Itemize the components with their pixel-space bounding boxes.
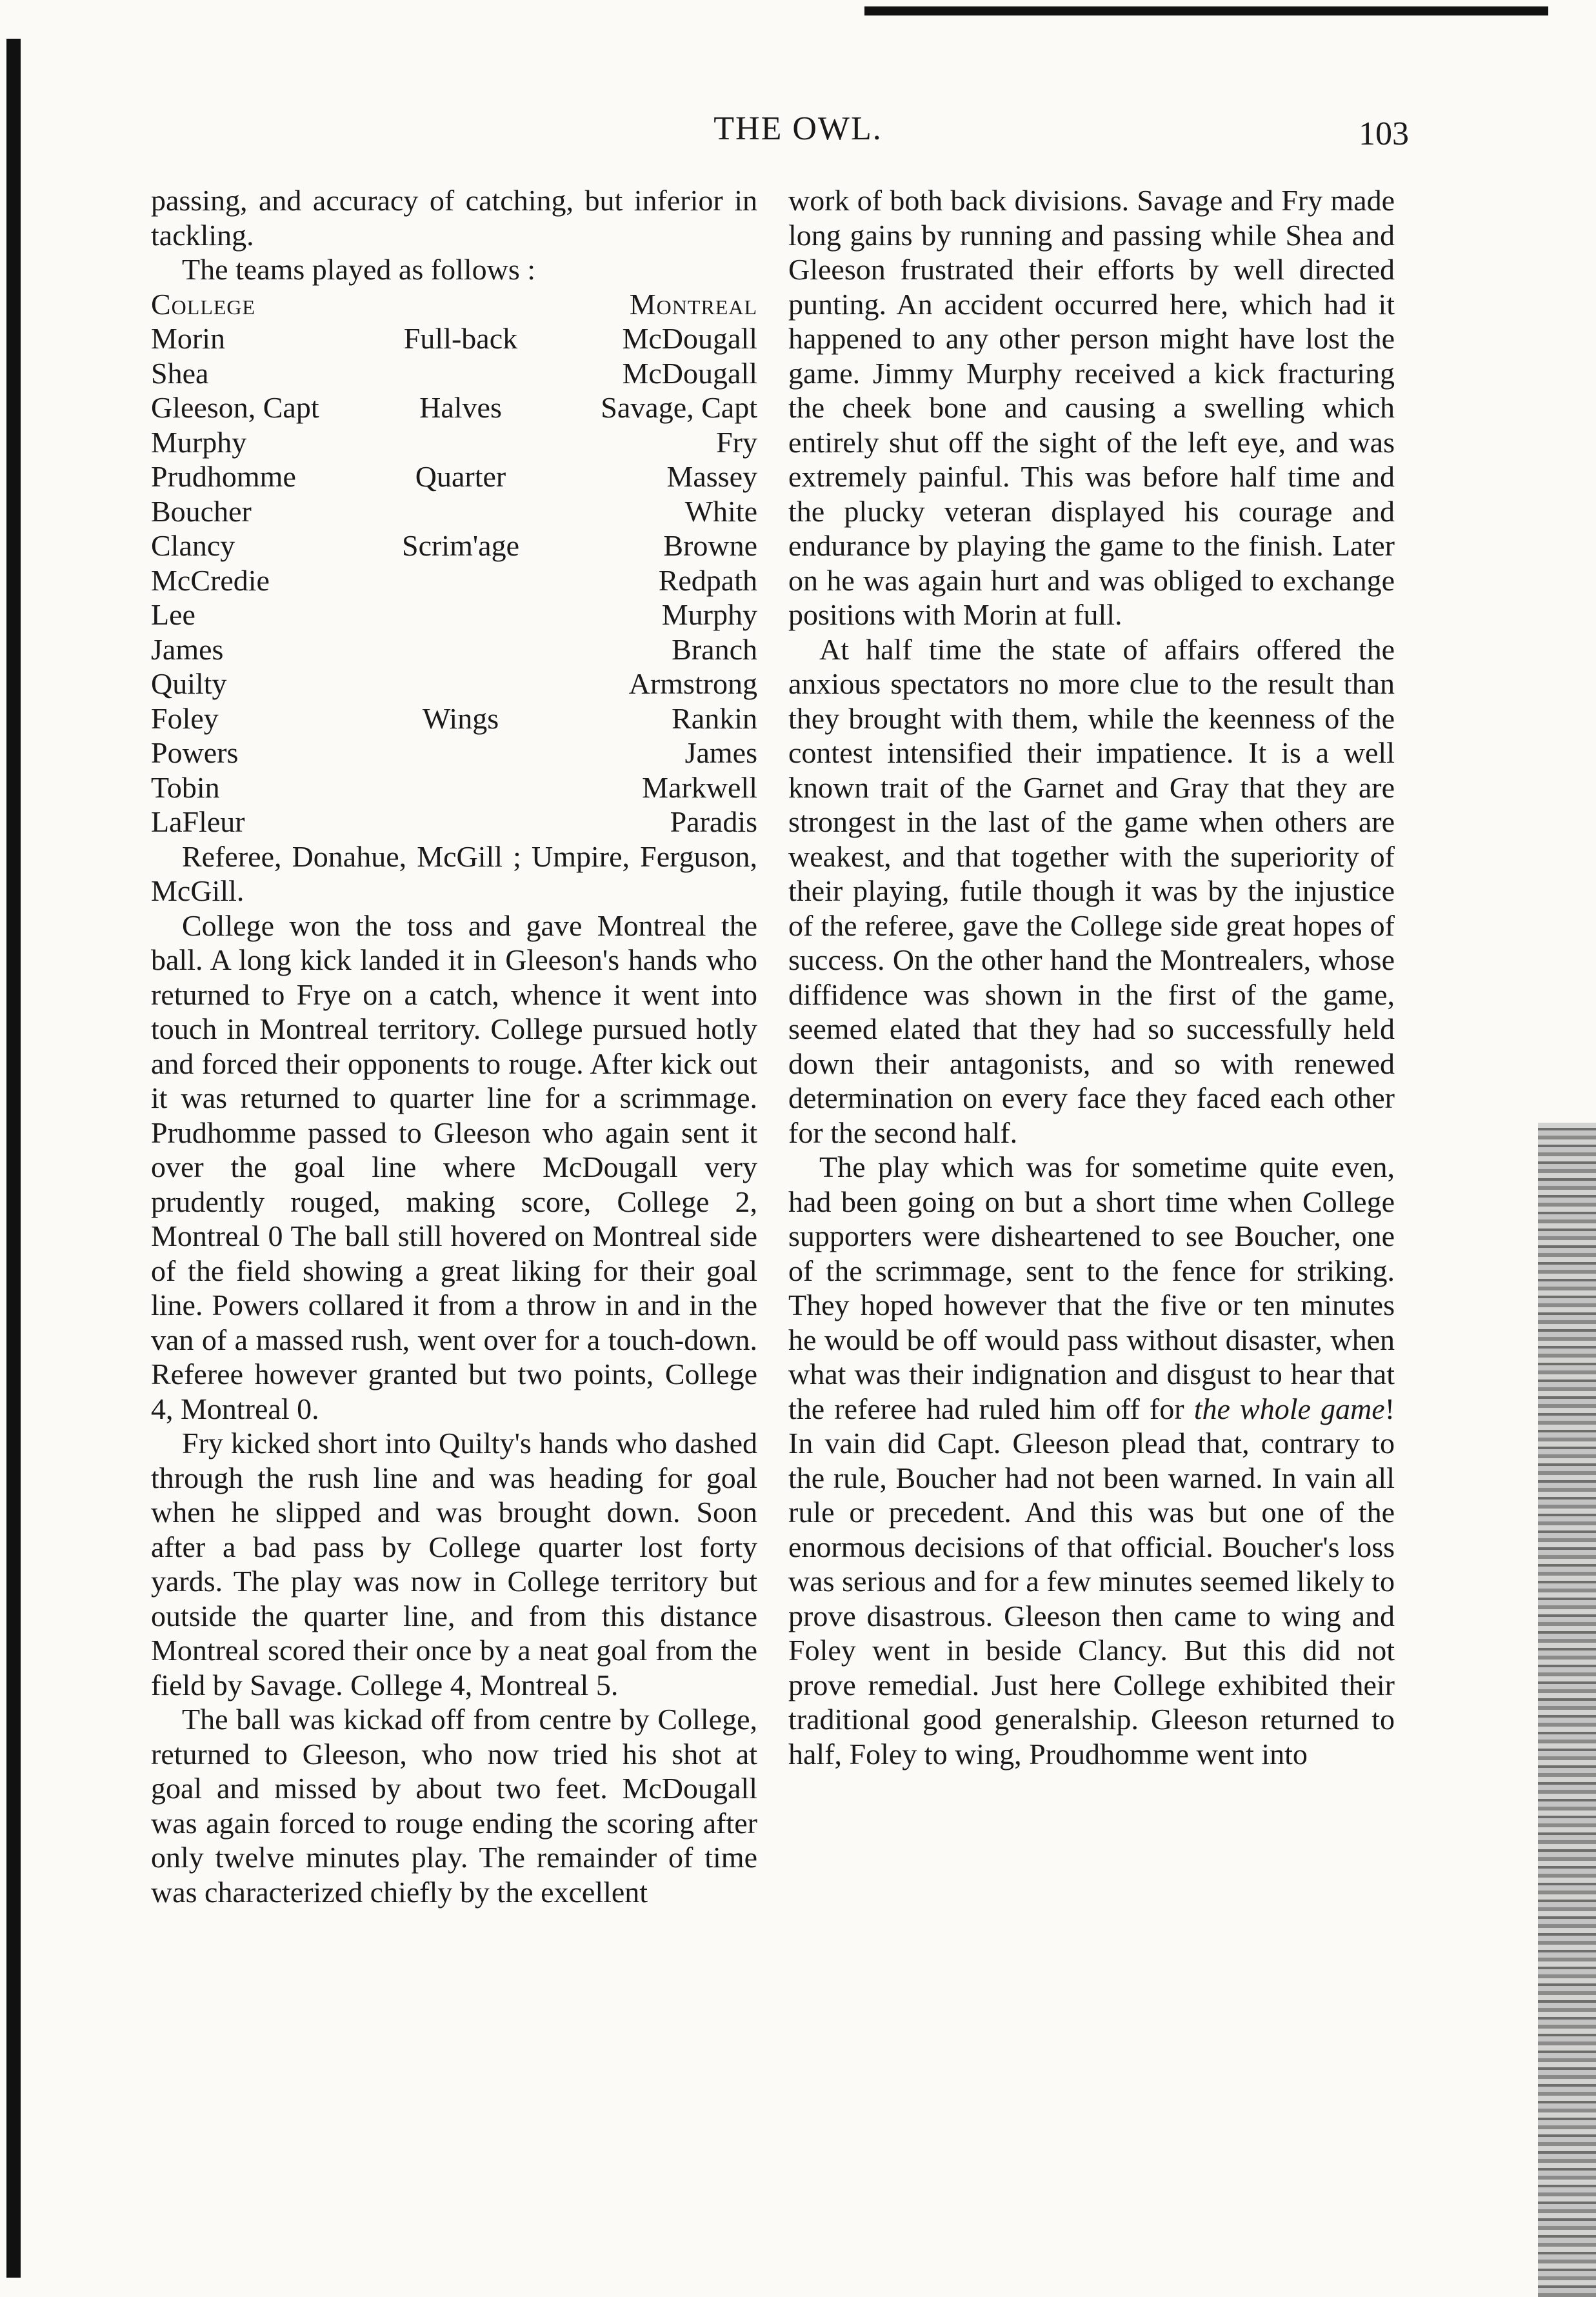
team-roster [151,287,757,839]
college-player: College [151,287,256,321]
montreal-player: Rankin [672,701,757,735]
roster-row [151,494,757,529]
montreal-player: Fry [716,425,757,459]
position [357,287,564,322]
roster-row [151,390,757,425]
position [357,356,564,391]
position [357,632,564,667]
position [357,770,564,805]
left-column [151,183,757,1909]
scan-page-edge [1538,1123,1596,2297]
paragraph-referee: Referee, Donahue, McGill ; Umpire, Ferguson, McGill. [151,839,757,907]
college-player: Murphy [151,425,247,459]
roster-row [151,770,757,805]
paragraph-second-half [788,1150,1395,1771]
college-player: Morin [151,322,225,355]
college-player: Foley [151,701,219,735]
montreal-player: Massey [666,460,757,493]
italic-phrase: the whole game [1193,1392,1385,1425]
position: Wings [422,701,499,735]
montreal-player: McDougall [622,356,757,390]
college-player: Prudhomme [151,460,296,493]
position [357,494,564,529]
roster-row [151,701,757,736]
college-player: Quilty [151,667,227,700]
running-title: THE OWL. [713,110,883,147]
montreal-player: Armstrong [628,667,757,700]
position [357,667,564,701]
position: Full-back [403,322,518,355]
montreal-player: Markwell [642,770,757,804]
position [357,805,564,839]
montreal-player: Browne [663,529,757,562]
college-player: Gleeson, Capt [151,391,319,424]
scan-binding-edge [6,39,21,2278]
montreal-player: White [684,494,757,528]
roster-row [151,425,757,460]
roster-row [151,459,757,494]
position: Scrim'age [401,529,519,562]
paragraph-kickoff: The ball was kickad off from centre by College, returned to Gleeson, who now tried his shot at goal and missed by about two feet. McDougall was again forced to rouge ending the scoring after only twelve minutes play. The remainder of time was characterized chiefly by the excellent [151,1703,757,1909]
position: Quarter [415,460,506,493]
college-player: Powers [151,736,239,769]
roster-row [151,805,757,839]
position [357,597,564,632]
right-column [788,183,1395,1771]
roster-row [151,528,757,563]
paragraph-back-divisions: work of both back divisions. Savage and Fry made long gains by running and passing while Shea and Gleeson frustrated their efforts by well directed punting. An accident occurred here, which had it happened to any other person might have lost the game. Jimmy Murphy received a kick fracturing the cheek bone and causing a swelling which entirely shut off the sight of the left eye, and was extremely painful. This was before half time and the plucky veteran displayed his courage and endurance by playing the game to the finish. Later on he was again hurt and was obliged to exchange positions with Morin at full. [788,184,1395,631]
top-rule [864,6,1548,15]
montreal-player: Branch [672,632,757,666]
college-player: Shea [151,356,209,390]
paragraph-half-time: At half time the state of affairs offered the anxious spectators no more clue to the result than they brought with them, while the keenness of the contest intensified their impatience. It is a well known trait of the Garnet and Gray that they are strongest in the last of the game when others are weakest, and that together with the superiority of their playing, futile though it was by the injustice of the referee, gave the College side great hopes of success. On the other hand the Montrealers, whose diffidence was shown in the first of the game, seemed elated that they had so successfully held down their antagonists, and so with renewed determination on every face they faced each other for the second half. [788,632,1395,1149]
text-segment: The play which was for sometime quite even, had been going on but a short time when College supporters were disheartened to see Boucher, one of the scrimmage, sent to the fence for striking. They hoped however that the five or ten minutes he would be off would pass without disaster, when what was their indignation and disgust to hear that the referee had ruled him off for [788,1150,1395,1425]
college-player: LaFleur [151,805,245,838]
position [357,425,564,460]
college-player: Tobin [151,770,220,804]
position [357,736,564,770]
montreal-player: James [684,736,757,769]
position: Halves [419,391,502,424]
college-player: Lee [151,598,195,631]
roster-row [151,597,757,632]
college-player: James [151,632,224,666]
text-segment: ! In vain did Capt. Gleeson plead that, contrary to the rule, Boucher had not been warned. In vain all rule or precedent. And this was but one of the enormous decisions of that official. Boucher's loss was serious and for a few minutes seemed likely to prove disastrous. Gleeson then came to wing and Foley went in beside Clancy. But this did not prove remedial. Just here College exhibited their traditional good generalship. Gleeson returned to half, Foley to wing, Proudhomme went into [788,1392,1395,1770]
montreal-player: Redpath [658,563,757,597]
montreal-player: Paradis [670,805,757,838]
roster-row [151,321,757,356]
montreal-player: McDougall [622,322,757,355]
position [357,563,564,598]
roster-row [151,356,757,391]
roster-header-row [151,287,757,322]
montreal-player: Murphy [661,598,757,631]
paragraph-intro: passing, and accuracy of catching, but inferior in tackling. [151,184,757,252]
page-number: 103 [1359,115,1409,152]
montreal-player: Montreal [629,287,757,321]
paragraph-teams: The teams played as follows : [182,253,536,286]
roster-row [151,736,757,770]
college-player: Clancy [151,529,235,562]
page-header [0,110,1596,161]
paragraph-toss: College won the toss and gave Montreal the ball. A long kick landed it in Gleeson's hands who returned to Frye on a catch, whence it went into touch in Montreal territory. College pursued hotly and forced their opponents to rouge. After kick out it was returned to quarter line for a scrimmage. Prudhomme passed to Gleeson who again sent it over the goal line where McDougall very prudently rouged, making score, College 2, Montreal 0 The ball still hovered on Montreal side of the field showing a great liking for their goal line. Powers collared it from a throw in and in the van of a massed rush, went over for a touch-down. Referee however granted but two points, College 4, Montreal 0. [151,908,757,1425]
college-player: McCredie [151,563,270,597]
college-player: Boucher [151,494,252,528]
montreal-player: Savage, Capt [601,391,757,424]
roster-row [151,632,757,667]
roster-row [151,667,757,701]
roster-row [151,563,757,598]
paragraph-fry-kick: Fry kicked short into Quilty's hands who dashed through the rush line and was heading for goal when he slipped and was brought down. Soon after a bad pass by College quarter lost forty yards. The play was now in College territory but outside the quarter line, and from this distance Montreal scored their once by a neat goal from the field by Savage. College 4, Montreal 5. [151,1427,757,1701]
